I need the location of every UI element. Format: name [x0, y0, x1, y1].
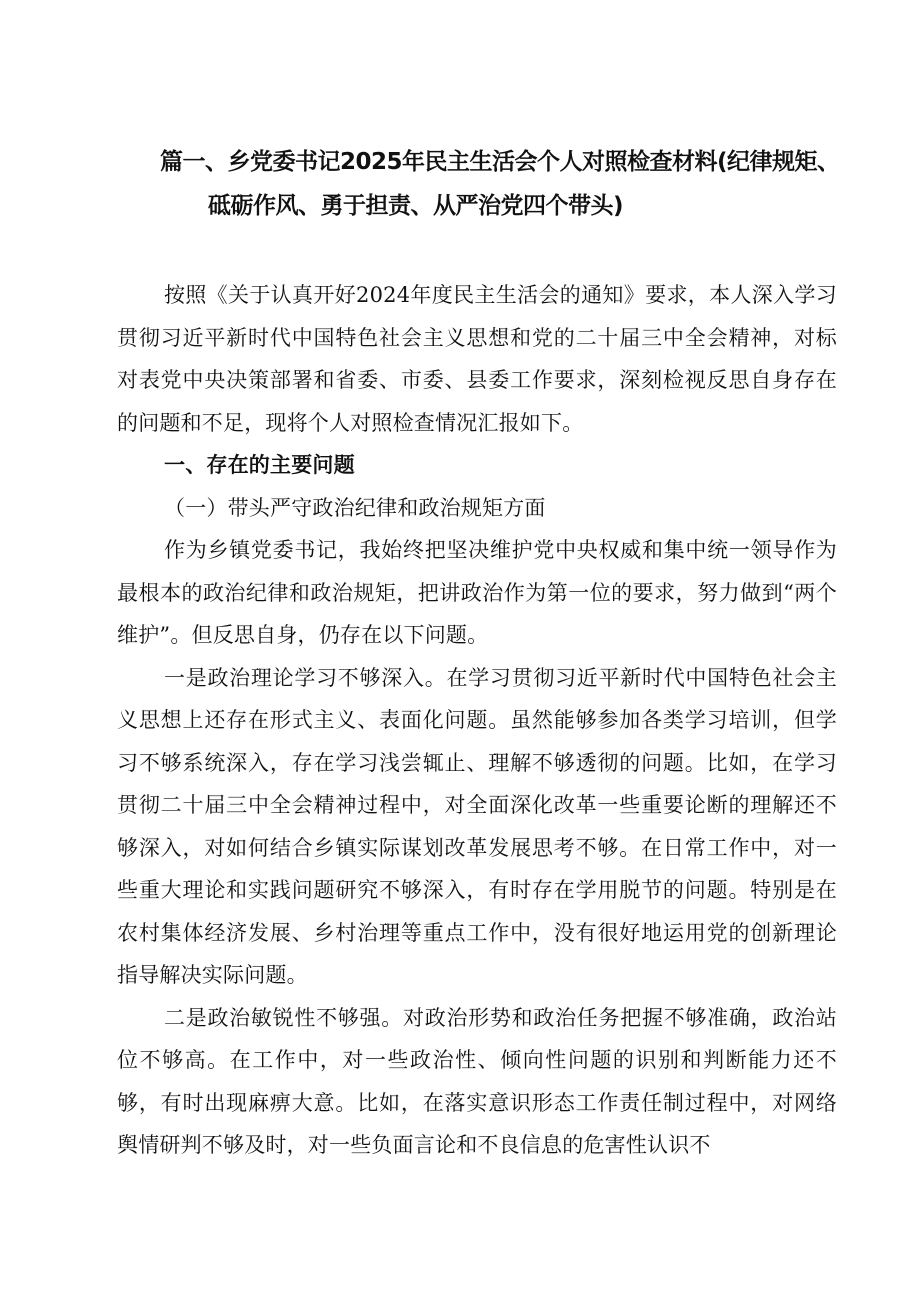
- intro-paragraph: 按照《关于认真开好2024年度民主生活会的通知》要求，本人深入学习贯彻习近平新时代中国特色社会主义思想和党的二十届三中全会精神，对标对表党中央决策部署和省委、市委、县委工作要求，深刻检视反思自身存在的问题和不足，现将个人对照检查情况汇报如下。: [117, 283, 837, 435]
- body-paragraph: 作为乡镇党委书记，我始终把坚决维护党中央权威和集中统一领导作为最根本的政治纪律和政治规矩，把讲政治作为第一位的要求，努力做到“两个维护”。但反思自身，仍存在以下问题。: [117, 538, 837, 647]
- section-heading: 一、存在的主要问题: [164, 453, 355, 477]
- body-paragraph: 一是政治理论学习不够深入。在学习贯彻习近平新时代中国特色社会主义思想上还存在形式主义、表面化问题。虽然能够参加各类学习培训，但学习不够系统深入，存在学习浅尝辄止、理解不够透彻的问题。比如，在学习贯彻二十届三中全会精神过程中，对全面深化改革一些重要论断的理解还不够深入，对如何结合乡镇实际谋划改革发展思考不够。在日常工作中，对一些重大理论和实践问题研究不够深入，有时存在学用脱节的问题。特别是在农村集体经济发展、乡村治理等重点工作中，没有很好地运用党的创新理论指导解决实际问题。: [117, 665, 837, 987]
- title-line-1: 篇一、乡党委书记2025年民主生活会个人对照检查材料(纪律规矩、: [160, 149, 840, 175]
- title-line-2: 砥砺作风、勇于担责、从严治党四个带头): [208, 193, 624, 219]
- subsection-heading: （一）带头严守政治纪律和政治规矩方面: [164, 495, 546, 520]
- document-title: [160, 140, 860, 228]
- body-paragraph: 二是政治敏锐性不够强。对政治形势和政治任务把握不够准确，政治站位不够高。在工作中，对一些政治性、倾向性问题的识别和判断能力还不够，有时出现麻痹大意。比如，在落实意识形态工作责任制过程中，对网络舆情研判不够及时，对一些负面言论和不良信息的危害性认识不: [117, 1005, 837, 1157]
- document-body: [117, 274, 837, 1167]
